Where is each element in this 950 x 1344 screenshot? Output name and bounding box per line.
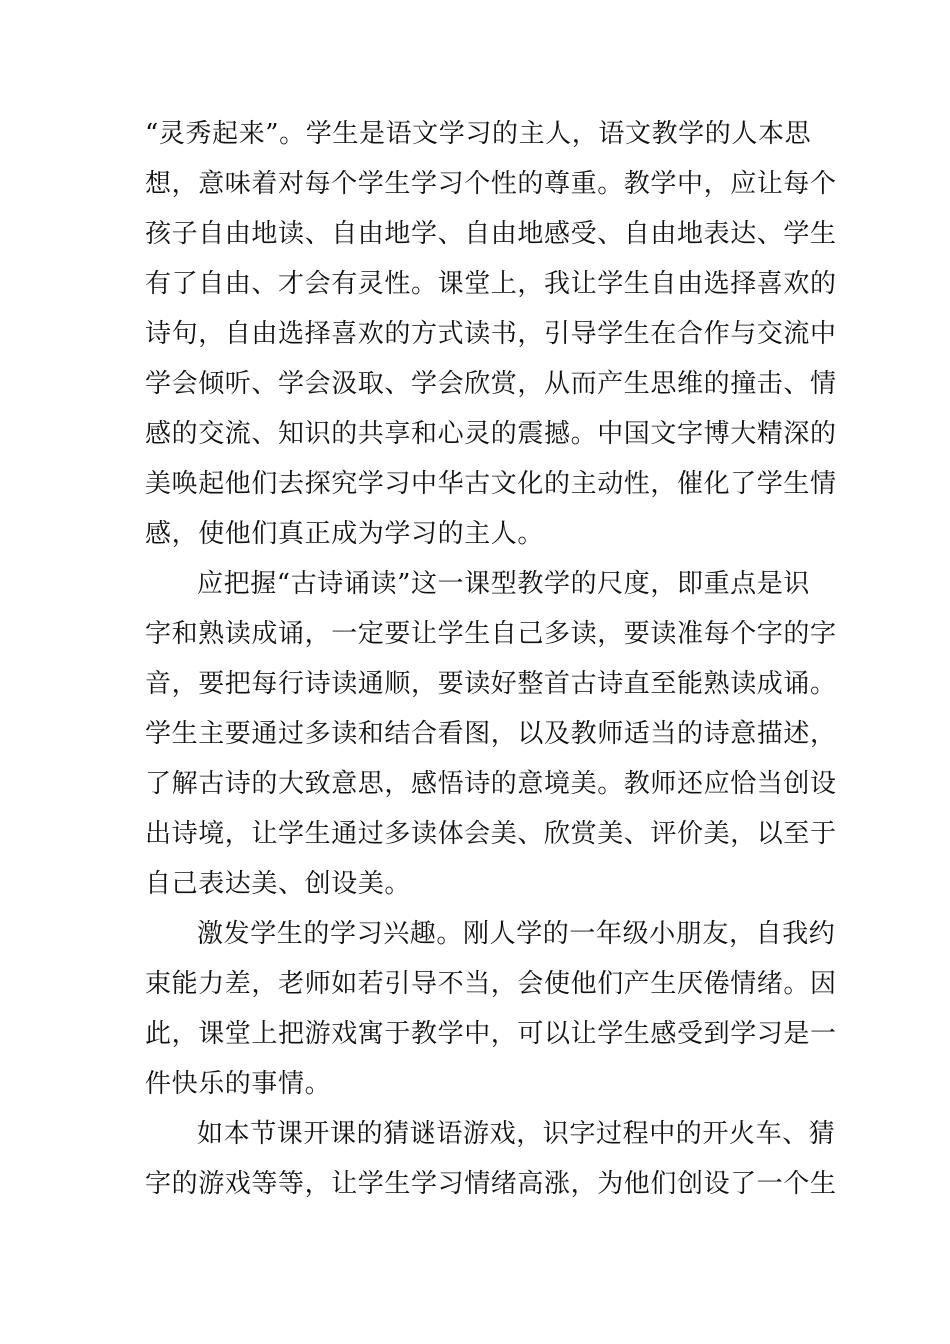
text-line: 出诗境，让学生通过多读体会美、欣赏美、评价美，以至于 bbox=[145, 819, 837, 849]
paragraph-first-line: 如本节课开课的猜谜语游戏，识字过程中的开火车、猜 bbox=[197, 1119, 836, 1149]
text-line: 想，意味着对每个学生学习个性的尊重。教学中，应让每个 bbox=[145, 169, 837, 199]
paragraph-first-line: 激发学生的学习兴趣。刚人学的一年级小朋友，自我约 bbox=[197, 919, 836, 949]
text-line: 诗句，自由选择喜欢的方式读书，引导学生在合作与交流中 bbox=[145, 319, 837, 349]
text-line: 孩子自由地读、自由地学、自由地感受、自由地表达、学生 bbox=[145, 219, 837, 249]
body-text bbox=[145, 109, 837, 1209]
text-line: 美唤起他们去探究学习中华古文化的主动性，催化了学生情 bbox=[145, 469, 837, 499]
text-line: 束能力差，老师如若引导不当，会使他们产生厌倦情绪。因 bbox=[145, 969, 837, 999]
text-line: 字和熟读成诵，一定要让学生自己多读，要读准每个字的字 bbox=[145, 619, 837, 649]
text-line: “灵秀起来”。学生是语文学习的主人，语文教学的人本思 bbox=[145, 119, 812, 149]
text-line: 感的交流、知识的共享和心灵的震撼。中国文字博大精深的 bbox=[145, 419, 837, 449]
text-line: 件快乐的事情。 bbox=[145, 1069, 332, 1099]
text-line: 了解古诗的大致意思，感悟诗的意境美。教师还应恰当创设 bbox=[145, 769, 837, 799]
text-line: 学生主要通过多读和结合看图，以及教师适当的诗意描述， bbox=[145, 719, 837, 749]
text-line: 有了自由、才会有灵性。课堂上，我让学生自由选择喜欢的 bbox=[145, 269, 837, 299]
text-line: 学会倾听、学会汲取、学会欣赏，从而产生思维的撞击、情 bbox=[145, 369, 837, 399]
text-line: 字的游戏等等，让学生学习情绪高涨，为他们创设了一个生 bbox=[145, 1169, 837, 1199]
paragraph-first-line: 应把握“古诗诵读”这一课型教学的尺度，即重点是识 bbox=[197, 569, 810, 599]
text-line: 自己表达美、创设美。 bbox=[145, 869, 412, 899]
text-line: 感，使他们真正成为学习的主人。 bbox=[145, 519, 545, 549]
text-line: 音，要把每行诗读通顺，要读好整首古诗直至能熟读成诵。 bbox=[145, 669, 837, 699]
text-line: 此，课堂上把游戏寓于教学中，可以让学生感受到学习是一 bbox=[145, 1019, 837, 1049]
